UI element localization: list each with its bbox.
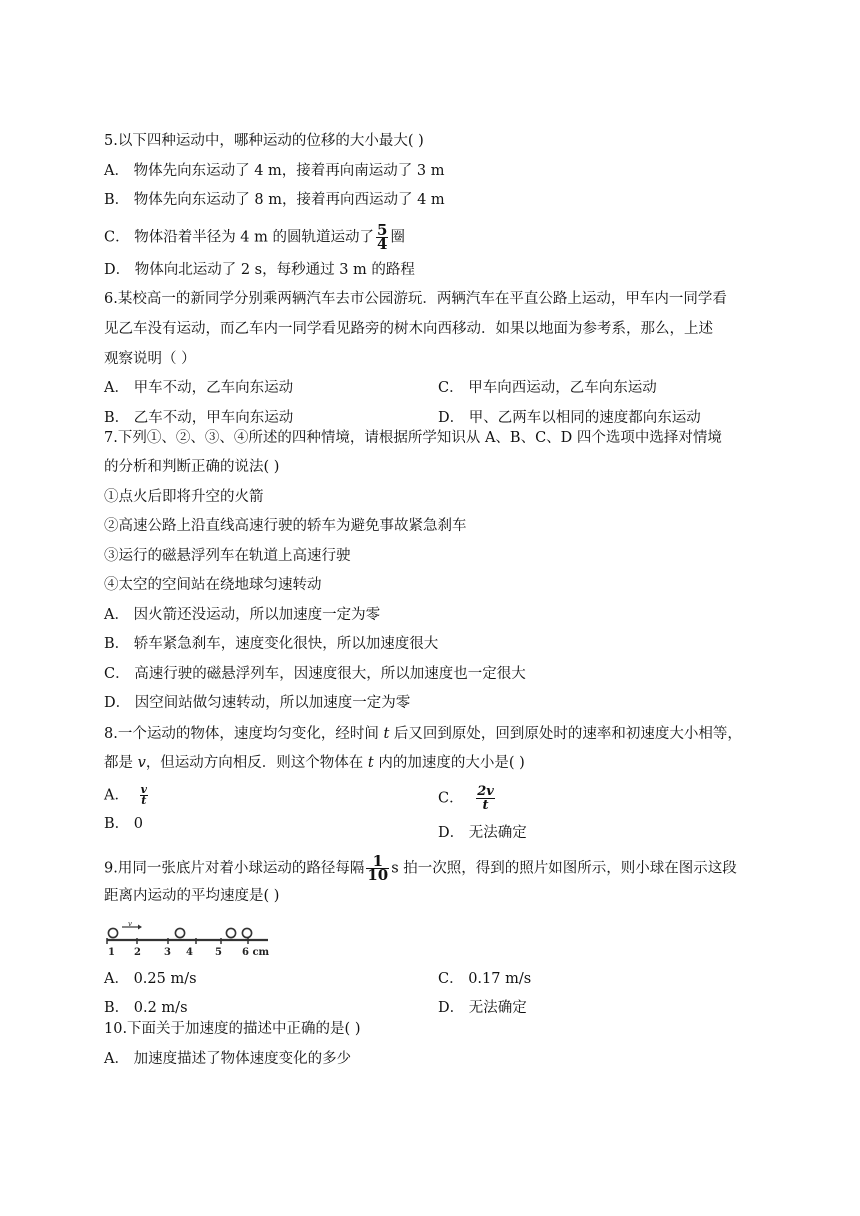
- q9-option-c[interactable]: C． 0.17 m/s: [438, 971, 532, 987]
- ball-image-4: [242, 928, 251, 937]
- q9-stem-text-2: s 拍一次照，得到的照片如图所示，则小球在图示这段: [391, 860, 737, 877]
- ball-image-3: [226, 928, 235, 937]
- q9-photo-strip-figure: [104, 922, 274, 962]
- q8-stem-line2: [104, 753, 525, 773]
- q5-option-d[interactable]: D． 物体向北运动了 2 s，每秒通过 3 m 的路程: [104, 262, 415, 278]
- q8-option-c[interactable]: [438, 785, 497, 812]
- strip-tick-6: 6 cm: [242, 947, 270, 958]
- q5-option-c-text: C． 物体沿着半径为 4 m 的圆轨道运动了: [104, 229, 375, 246]
- strip-tick-1: 1: [108, 947, 115, 958]
- q8-stem-text-2: 后又回到原处，回到原处时的速率和初速度大小相等，: [389, 726, 742, 742]
- q8-var-v: v: [137, 755, 146, 771]
- q7-option-d[interactable]: D． 因空间站做匀速转动，所以加速度一定为零: [104, 695, 411, 711]
- q9-fraction: [366, 852, 389, 884]
- q9-stem-line2: 距离内运动的平均速度是( ): [104, 888, 280, 904]
- q7-stem-line2: 的分析和判断正确的说法( ): [104, 459, 280, 475]
- q7-scenario-2: ②高速公路上沿直线高速行驶的轿车为避免事故紧急刹车: [104, 518, 467, 534]
- q5-option-b[interactable]: B． 物体先向东运动了 8 m，接着再向西运动了 4 m: [104, 192, 445, 208]
- q5-option-c[interactable]: [104, 221, 405, 253]
- q6-stem-line3: 观察说明（ ）: [104, 351, 196, 367]
- q6-stem-line2: 见乙车没有运动，而乙车内一同学看见路旁的树木向西移动．如果以地面为参考系，那么，上述: [104, 321, 713, 337]
- q9-option-b[interactable]: B． 0.2 m/s: [104, 1000, 188, 1016]
- strip-tick-2: 2: [134, 947, 141, 958]
- q5-option-c-suffix: 圈: [390, 229, 405, 246]
- velocity-label: v: [128, 922, 132, 928]
- q5-stem: 5.以下四种运动中，哪种运动的位移的大小最大( ): [104, 133, 424, 149]
- q7-option-a[interactable]: A． 因火箭还没运动，所以加速度一定为零: [104, 607, 381, 623]
- q10-stem: 10.下面关于加速度的描述中正确的是( ): [104, 1021, 361, 1037]
- q9-option-d[interactable]: D． 无法确定: [438, 1000, 527, 1016]
- strip-tick-4: 4: [186, 947, 193, 958]
- q8-var-t2: t: [367, 755, 374, 771]
- q9-fraction-num: 1: [366, 855, 389, 869]
- q7-stem-line1: 7.下列①、②、③、④所述的四种情境，请根据所学知识从 A、B、C、D 四个选项中选择对情境: [104, 430, 722, 446]
- q8-option-c-den: t: [482, 798, 489, 813]
- q8-option-c-label: C．: [438, 790, 464, 807]
- q5-option-a[interactable]: A． 物体先向东运动了 4 m，接着再向南运动了 3 m: [104, 163, 445, 179]
- q8-option-c-num: 2v: [477, 784, 494, 799]
- strip-tick-3: 3: [164, 947, 171, 958]
- q6-option-a[interactable]: A． 甲车不动，乙车向东运动: [104, 380, 294, 396]
- q8-option-a-den: t: [141, 794, 147, 807]
- q9-stem-line1: [104, 852, 737, 884]
- q10-option-a[interactable]: A． 加速度描述了物体速度变化的多少: [104, 1051, 352, 1067]
- velocity-arrow-head: [138, 925, 142, 930]
- q9-fraction-den: 10: [367, 866, 389, 884]
- q8-option-a[interactable]: [104, 785, 150, 806]
- q6-option-b[interactable]: B． 乙车不动，甲车向东运动: [104, 410, 294, 426]
- q8-option-a-num: v: [140, 783, 147, 796]
- q6-option-d[interactable]: D． 甲、乙两车以相同的速度都向东运动: [438, 410, 701, 426]
- q8-stem-text-1: 8.一个运动的物体，速度均匀变化，经时间: [104, 726, 384, 742]
- ball-image-1: [108, 928, 117, 937]
- strip-tick-5: 5: [215, 947, 222, 958]
- q8-option-a-label: A．: [104, 787, 129, 804]
- q8-option-a-fraction: [140, 785, 148, 806]
- q5-fraction-den: 4: [377, 235, 388, 253]
- q8-stem-text-4: ，但运动方向相反．则这个物体在: [145, 755, 368, 771]
- q9-stem-text-1: 9.用同一张底片对着小球运动的路径每隔: [104, 860, 365, 877]
- q6-stem-line1: 6.某校高一的新同学分别乘两辆汽车去市公园游玩．两辆汽车在平直公路上运动，甲车内一同学看: [104, 291, 727, 307]
- q7-scenario-4: ④太空的空间站在绕地球匀速转动: [104, 577, 322, 593]
- q8-option-b[interactable]: B． 0: [104, 816, 143, 832]
- q8-option-d[interactable]: D． 无法确定: [438, 825, 527, 841]
- q7-scenario-1: ①点火后即将升空的火箭: [104, 489, 264, 505]
- q6-option-c[interactable]: C． 甲车向西运动，乙车向东运动: [438, 380, 657, 396]
- q5-fraction: [376, 221, 388, 253]
- q7-option-c[interactable]: C． 高速行驶的磁悬浮列车，因速度很大，所以加速度也一定很大: [104, 666, 526, 682]
- q8-var-t: t: [383, 726, 390, 742]
- q8-stem-line1: [104, 724, 742, 744]
- q8-option-c-fraction: [476, 785, 495, 812]
- q8-stem-text-3: 都是: [104, 755, 138, 771]
- q7-option-b[interactable]: B． 轿车紧急刹车，速度变化很快，所以加速度很大: [104, 636, 439, 652]
- q8-stem-text-5: 内的加速度的大小是( ): [373, 755, 525, 771]
- q5-fraction-num: 5: [377, 221, 388, 239]
- q7-scenario-3: ③运行的磁悬浮列车在轨道上高速行驶: [104, 548, 351, 564]
- q9-option-a[interactable]: A． 0.25 m/s: [104, 971, 197, 987]
- ball-image-2: [175, 928, 184, 937]
